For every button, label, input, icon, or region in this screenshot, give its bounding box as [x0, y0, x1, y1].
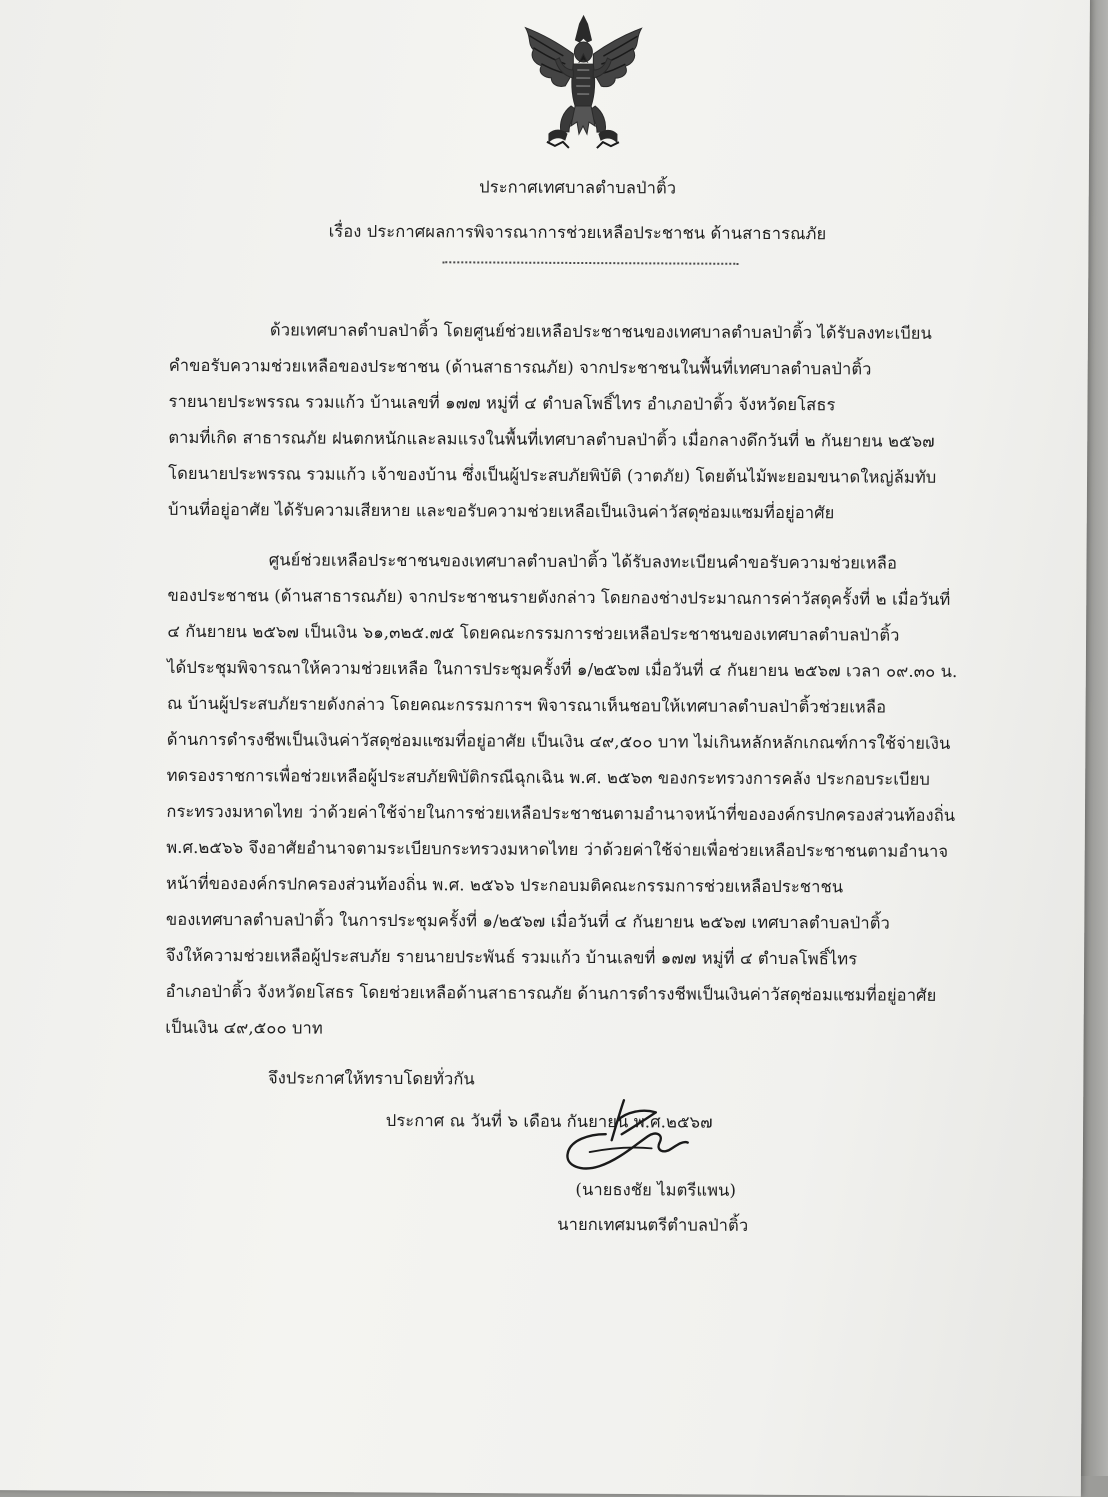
paragraph-2-line-5: ณ บ้านผู้ประสบภัยรายดังกล่าว โดยคณะกรรมการฯ พิจารณาเห็นชอบให้เทศบาลตำบลป่าติ้วช่วยเหลือ [166, 693, 887, 717]
paragraph-2-line-3: ๔ กันยายน ๒๕๖๗ เป็นเงิน ๖๑,๓๒๕.๗๕ โดยคณะกรรมการช่วยเหลือประชาชนของเทศบาลตำบลป่าติ้ว [167, 621, 900, 645]
signatory-position: นายกเทศมนตรีตำบลป่าติ้ว [557, 1214, 749, 1235]
signature-icon [559, 1090, 709, 1181]
paragraph-2-line-13: อำเภอป่าติ้ว จังหวัดยโสธร โดยช่วยเหลือด้านสาธารณภัย ด้านการดำรงชีพเป็นเงินค่าวัสดุซ่อมแซมที่อยู่อาศัย [165, 981, 937, 1005]
announcement-date: ประกาศ ณ วันที่ ๖ เดือน กันยายน พ.ศ.๒๕๖๗ [385, 1110, 713, 1132]
paragraph-1-line-4: ตามที่เกิด สาธารณภัย ฝนตกหนักและลมแรงในพื้นที่เทศบาลตำบลป่าติ้ว เมื่อกลางดึกวันที่ ๒ กันยายน ๒๕๖๗ [168, 427, 935, 451]
paragraph-2-line-1: ศูนย์ช่วยเหลือประชาชนของเทศบาลตำบลป่าติ้ว ได้รับลงทะเบียนคำขอรับความช่วยเหลือ [268, 550, 898, 573]
paragraph-1-line-5: โดยนายประพรรณ รวมแก้ว เจ้าของบ้าน ซึ่งเป็นผู้ประสบภัยพิบัติ (วาตภัย) โดยต้นไม้พะยอมขนาดใหญ่ล้มทับ [168, 463, 937, 487]
paragraph-2-line-12: จึงให้ความช่วยเหลือผู้ประสบภัย รายนายประพันธ์ รวมแก้ว บ้านเลขที่ ๑๗๗ หมู่ที่ ๔ ตำบลโพธิ์ไทร [165, 945, 858, 969]
paragraph-1-line-1: ด้วยเทศบาลตำบลป่าติ้ว โดยศูนย์ช่วยเหลือประชาชนของเทศบาลตำบลป่าติ้ว ได้รับลงทะเบียน [269, 320, 933, 343]
paragraph-2-line-6: ด้านการดำรงชีพเป็นเงินค่าวัสดุซ่อมแซมที่อยู่อาศัย เป็นเงิน ๔๙,๕๐๐ บาท ไม่เกินหลักหลักเกณฑ์การใช้จ่ายเงิน [166, 729, 951, 753]
closing-announcement: จึงประกาศให้ทราบโดยทั่วกัน [267, 1068, 475, 1089]
paragraph-1-line-6: บ้านที่อยู่อาศัย ได้รับความเสียหาย และขอรับความช่วยเหลือเป็นเงินค่าวัสดุซ่อมแซมที่อยู่อาศัย [167, 499, 835, 523]
signatory-name: (นายธงชัย ไมตรีแพน) [575, 1179, 737, 1200]
announcement-title: ประกาศเทศบาลตำบลป่าติ้ว [479, 177, 677, 198]
paragraph-2-line-14: เป็นเงิน ๔๙,๕๐๐ บาท [165, 1017, 323, 1038]
paragraph-2-line-7: ทดรองราชการเพื่อช่วยเหลือผู้ประสบภัยพิบัติกรณีฉุกเฉิน พ.ศ. ๒๕๖๓ ของกระทรวงการคลัง ประกอบระเบียบ [166, 765, 930, 789]
paragraph-1-line-3: รายนายประพรรณ รวมแก้ว บ้านเลขที่ ๑๗๗ หมู่ที่ ๔ ตำบลโพธิ์ไทร อำเภอป่าติ้ว จังหวัดยโสธร [168, 391, 836, 415]
paragraph-2-line-11: ของเทศบาลตำบลป่าติ้ว ในการประชุมครั้งที่ ๑/๒๕๖๗ เมื่อวันที่ ๔ กันยายน ๒๕๖๗ เทศบาลตำบลป่าติ้ว [165, 909, 890, 933]
announcement-subject: เรื่อง ประกาศผลการพิจารณาการช่วยเหลือประชาชน ด้านสาธารณภัย [328, 221, 827, 244]
garuda-emblem-icon [519, 14, 648, 155]
paragraph-2-line-9: พ.ศ.๒๕๖๖ จึงอาศัยอำนาจตามระเบียบกระทรวงมหาดไทย ว่าด้วยค่าใช้จ่ายเพื่อช่วยเหลือประชาชนตามอำนาจ [166, 837, 949, 861]
dotted-divider [442, 261, 738, 265]
paragraph-2-line-2: ของประชาชน (ด้านสาธารณภัย) จากประชาชนรายดังกล่าว โดยกองช่างประมาณการค่าวัสดุครั้งที่ ๒ เมื่อวันที่ [167, 585, 951, 609]
paragraph-2-line-4: ได้ประชุมพิจารณาให้ความช่วยเหลือ ในการประชุมครั้งที่ ๑/๒๕๖๗ เมื่อวันที่ ๔ กันยายน ๒๕๖๗ เวลา ๐๙.๓๐ น. [167, 657, 958, 681]
paragraph-2-line-8: กระทรวงมหาดไทย ว่าด้วยค่าใช้จ่ายในการช่วยเหลือประชาชนตามอำนาจหน้าที่ขององค์กรปกครองส่วนท้องถิ่น [166, 801, 956, 825]
paragraph-2-line-10: หน้าที่ขององค์กรปกครองส่วนท้องถิ่น พ.ศ. ๒๕๖๖ ประกอบมติคณะกรรมการช่วยเหลือประชาชน [165, 873, 844, 897]
paragraph-1-line-2: คำขอรับความช่วยเหลือของประชาชน (ด้านสาธารณภัย) จากประชาชนในพื้นที่เทศบาลตำบลป่าติ้ว [168, 355, 872, 379]
